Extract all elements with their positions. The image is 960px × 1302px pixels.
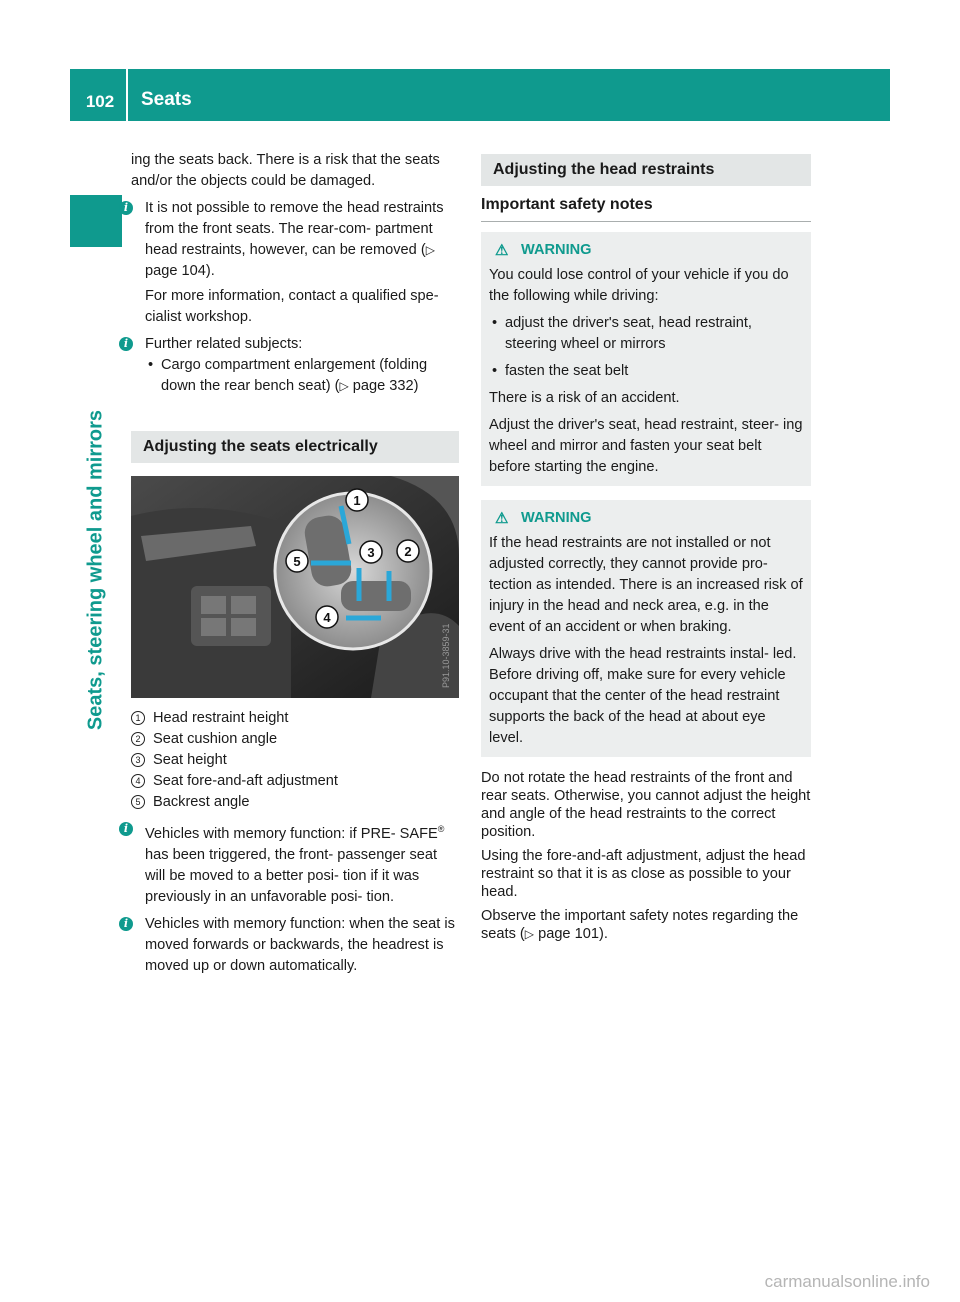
warning-box-head-restraints xyxy=(481,500,811,757)
info-text: Vehicles with memory function: when the seat is moved forwards or backwards, the headrest is moved up or down automatically. xyxy=(145,915,455,974)
page-ref-arrow-icon: ▷ xyxy=(524,927,535,941)
legend-label: Seat cushion angle xyxy=(153,731,278,747)
chapter-tab xyxy=(70,195,122,247)
body-text: Observe the important safety notes regarding the seats ( xyxy=(481,908,799,942)
legend-item xyxy=(131,771,459,792)
legend-label: Seat fore-and-aft adjustment xyxy=(153,773,338,789)
info-icon: i xyxy=(119,917,133,931)
legend-item xyxy=(131,750,459,771)
legend-label: Backrest angle xyxy=(153,794,250,810)
info-text: Further related subjects: xyxy=(145,336,303,352)
info-icon: i xyxy=(119,822,133,836)
section-heading: Adjusting the head restraints xyxy=(481,154,811,186)
legend-label: Seat height xyxy=(153,752,227,768)
list-item-text: Cargo compartment enlargement (folding down the rear bench seat) ( xyxy=(161,357,428,394)
left-column xyxy=(123,150,459,977)
seat-controls-illustration xyxy=(131,476,459,698)
list-item: • fasten the seat belt xyxy=(489,361,803,382)
warning-triangle-icon: ⚠ xyxy=(495,242,509,259)
seat-controls-figure xyxy=(131,476,459,698)
figure-code: P91.10-3859-31 xyxy=(441,623,451,688)
page-ref-arrow-icon: ▷ xyxy=(425,243,435,257)
warning-text: You could lose control of your vehicle if you do the following while driving: xyxy=(489,267,789,304)
warning-text: There is a risk of an accident. xyxy=(489,390,680,406)
legend-number: 5 xyxy=(131,795,145,809)
page-header xyxy=(70,69,890,121)
figure-legend xyxy=(131,708,459,813)
svg-text:2: 2 xyxy=(404,544,412,559)
warning-box-driving xyxy=(481,232,811,486)
info-note-head-restraints xyxy=(123,198,459,328)
legend-item xyxy=(131,729,459,750)
page-link[interactable]: page 332) xyxy=(348,378,419,394)
right-column xyxy=(481,150,811,943)
info-note-related xyxy=(123,334,459,397)
intro-paragraph: ing the seats back. There is a risk that the seats and/or the objects could be damaged. xyxy=(131,152,440,189)
info-text: Vehicles with memory function: if PRE- SAFE xyxy=(145,825,438,842)
warning-text: Adjust the driver's seat, head restraint, steer- ing wheel and mirror and fasten your seat belt before starting the engine. xyxy=(489,417,803,475)
svg-text:5: 5 xyxy=(293,554,301,569)
warning-label: WARNING xyxy=(521,510,592,526)
subsection-heading: Important safety notes xyxy=(481,194,811,222)
legend-number: 1 xyxy=(131,711,145,725)
info-icon: i xyxy=(119,337,133,351)
legend-item xyxy=(131,708,459,729)
warning-text: Always drive with the head restraints instal- led. Before driving off, make sure for every vehicle occupant that the center of the head restraint supports the back of the head at about eye level. xyxy=(489,646,797,746)
svg-text:1: 1 xyxy=(353,493,361,508)
header-divider xyxy=(126,69,128,121)
info-text: has been triggered, the front- passenger seat will be moved to a better posi- tion if it was previously in an unfavorable posi- tion. xyxy=(145,846,438,905)
legend-number: 2 xyxy=(131,732,145,746)
page-link[interactable]: page 104). xyxy=(145,263,215,279)
body-paragraph: Using the fore-and-aft adjustment, adjust the head restraint so that it is as close as possible to your head. xyxy=(481,848,806,900)
warning-label: WARNING xyxy=(521,242,592,258)
info-note-pre-safe xyxy=(123,819,459,908)
watermark: carmanualsonline.info xyxy=(764,1272,930,1291)
legend-item xyxy=(131,792,459,813)
warning-triangle-icon: ⚠ xyxy=(495,510,509,527)
warning-title xyxy=(489,240,803,261)
body-paragraph xyxy=(481,907,811,943)
legend-number: 4 xyxy=(131,774,145,788)
warning-text: If the head restraints are not installed or not adjusted correctly, they cannot provide pro- tection as intended. There is an increased risk of injury in the head and neck area, e.g. in the event of an accident or when braking. xyxy=(489,535,803,635)
page-ref-arrow-icon: ▷ xyxy=(339,379,349,393)
info-note-memory xyxy=(123,914,459,977)
list-item xyxy=(145,355,459,397)
info-icon: i xyxy=(119,201,133,215)
warning-title xyxy=(489,508,803,529)
body-paragraph: Do not rotate the head restraints of the front and rear seats. Otherwise, you cannot adjust the height and angle of the head restraints to the correct position. xyxy=(481,770,811,840)
svg-text:4: 4 xyxy=(323,610,331,625)
info-text: For more information, contact a qualified spe- cialist workshop. xyxy=(145,288,439,325)
header-title: Seats xyxy=(141,89,192,110)
legend-label: Head restraint height xyxy=(153,710,289,726)
chapter-title: Seats, steering wheel and mirrors xyxy=(84,409,107,731)
info-text: It is not possible to remove the head restraints from the front seats. The rear-com- partment head restraints, however, can be removed ( xyxy=(145,200,444,258)
svg-text:3: 3 xyxy=(367,545,375,560)
list-item: • adjust the driver's seat, head restraint, steering wheel or mirrors xyxy=(489,313,803,355)
registered-mark: ® xyxy=(437,824,445,834)
page-number: 102 xyxy=(85,92,115,111)
legend-number: 3 xyxy=(131,753,145,767)
section-heading: Adjusting the seats electrically xyxy=(131,431,459,463)
page-link[interactable]: page 101). xyxy=(534,926,608,942)
